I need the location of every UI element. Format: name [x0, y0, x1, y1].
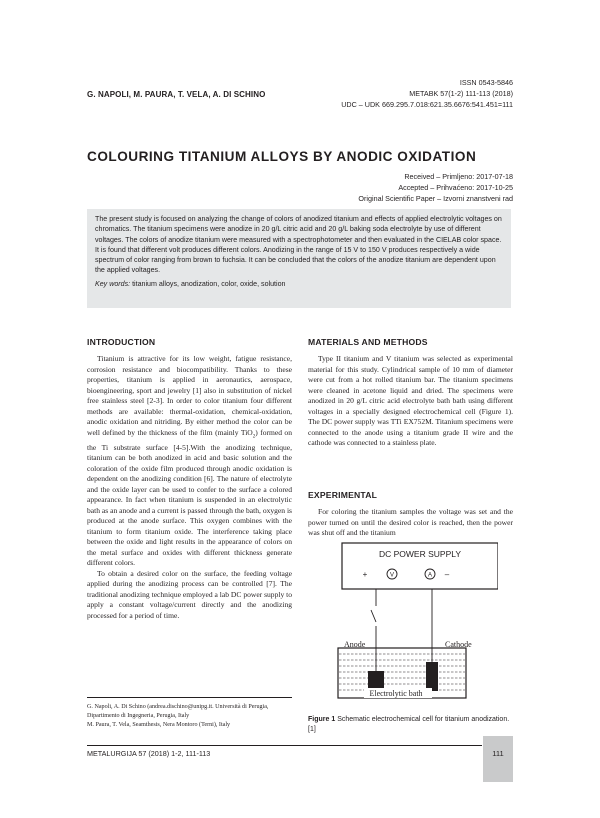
figure-1-caption-label: Figure 1 [308, 716, 336, 723]
abstract-text: The present study is focused on analyzing the change of colors of anodized titanium and effects of applied electrolytic voltages on chromatics. The titanium specimens were anodize in 20 g/L citric acid and 20 g/L baking soda electrolyte by use of different voltages. The colors of anodize titanium were measured with a spectrophotometer and then evaluated in the CIELAB color space. It is found that different volt produces different colors. Anodizing in the range of 15 V to 150 V produces respectively a wide spectrum of color ranging from brown to fuchsia. It can be concluded that the colors of the anodize titanium are dependent upon the applied voltages. [95, 215, 502, 275]
journal-reference: METABK 57(1-2) 111-113 (2018) [409, 89, 513, 98]
author-affiliations [87, 703, 292, 729]
journal-footer: METALURGIJA 57 (2018) 1-2, 111-113 [87, 749, 211, 758]
cathode-plate [426, 662, 438, 691]
introduction-heading: INTRODUCTION [87, 337, 156, 347]
ammeter-label: A [427, 572, 433, 579]
author-list: G. NAPOLI, M. PAURA, T. VELA, A. DI SCHINO [87, 90, 266, 99]
experimental-section [308, 490, 513, 539]
electrolyte-lines [339, 654, 465, 690]
plus-terminal: + [362, 570, 368, 579]
footer-divider [87, 745, 482, 746]
minus-terminal: – [444, 570, 450, 579]
right-column [308, 337, 513, 449]
paper-type: Original Scientific Paper – Izvorni znanstveni rad [358, 194, 513, 203]
keywords-list: titanium alloys, anodization, color, oxide, solution [132, 279, 286, 288]
introduction-body [87, 354, 292, 621]
experimental-body [308, 507, 513, 539]
issn: ISSN 0543-5846 [459, 78, 513, 87]
accepted-date: Accepted – Prihvaćeno: 2017-10-25 [398, 183, 513, 192]
affiliation-1: G. Napoli, A. Di Schino (andrea.dischino@unipg.it. Università di Perugia, Dipartimento di Ingegneria, Perugia, Italy [87, 704, 269, 719]
switch-icon [371, 610, 376, 622]
keywords-label: Key words: [95, 279, 131, 288]
received-date: Received – Primljeno: 2017-07-18 [404, 172, 513, 181]
anode-specimen [368, 671, 384, 688]
power-supply-label: DC POWER SUPPLY [378, 549, 462, 559]
introduction-paragraph-2: To obtain a desired color on the surface, the feeding voltage applied during the anodizing process can be controlled [7]. The traditional anodizing technique employed a lab DC power supply to apply a constant voltage/current directly and the anodizing processed for a period of time. [87, 568, 292, 620]
experimental-heading: EXPERIMENTAL [308, 490, 378, 500]
abstract-box [87, 209, 511, 308]
figure-1-caption [308, 715, 513, 734]
affiliation-2: M. Paura, T. Vela, Seamthesis, Nera Montoro (Terni), Italy [87, 721, 231, 728]
journal-meta [253, 77, 513, 110]
introduction-paragraph-1: Titanium is attractive for its low weight, fatigue resistance, corrosion resistance and biocompatibility. Thanks to these properties, titanium is applied in aeronautics, aerospace, bioengineering, sport and jewelry [1] also in substitution of nickel free stainless steel [2-3]. In order to color titanium four different methods are available: thermal-oxidation, chemical-oxidation, anodic oxidation and nitriding. By either method the color can be well defined by the thickness of the film (mainly TiO$_2$) formed on the Ti substrate surface [4-5].With the anodizing technique, titanium can be both anodized in acid and basic solution and the coloration of the oxide film produced through anodic oxidation is dependent on the anodizing condition [6]. The nature of electrolyte and the oxide layer can be used to confer to the surface a colored appearance. In fact when titanium is suspended in an electrolytic bath as an anode and a current is passed through the bath, oxygen is produced at the anode surface. This oxygen combines with the titanium to form titanium oxide. The interference taking place between the oxide and light results in the appearance of colors on the metal surface and oxides with different thickness generate different colors. [87, 354, 292, 567]
cathode-label: Cathode [445, 640, 472, 649]
materials-body [308, 354, 513, 449]
udc-code: UDC – UDK 669.295.7.018:621.35.6676:541.451=111 [341, 100, 513, 109]
page-number-tab [483, 736, 513, 782]
bath-label: Electrolytic bath [369, 689, 423, 698]
voltmeter-label: V [389, 572, 395, 579]
paper-title: COLOURING TITANIUM ALLOYS BY ANODIC OXIDATION [87, 149, 477, 164]
left-column [87, 337, 292, 621]
figure-1-caption-text: Schematic electrochemical cell for titanium anodization. [1] [308, 716, 510, 733]
page-number: 111 [492, 749, 504, 758]
experimental-paragraph-1: For coloring the titanium samples the voltage was set and the power turned on until the desired color is reached, then the power was shut off and the titanium [308, 507, 513, 537]
figure-1-diagram [330, 540, 498, 710]
footnote-divider [87, 697, 292, 698]
paper-dates [253, 171, 513, 204]
anode-label: Anode [344, 640, 366, 649]
keywords [95, 279, 503, 289]
materials-heading: MATERIALS AND METHODS [308, 337, 428, 347]
materials-paragraph-1: Type II titanium and V titanium was selected as experimental material for this study. Cylindrical sample of 10 mm of diameter were cut from a hot rolled titanium bar. The titanium specimens were cleaned in acetone liquid and dried. The specimens were anodized in 20 g/L citric acid electrolyte bath bath using different voltages in a specially designed electrochemical cell (Figure 1). The DC power supply was TTi EX752M. Titanium specimens were connected to the anode using a titanium grade II wire and the cathode was connected to a stainless plate. [308, 354, 513, 447]
